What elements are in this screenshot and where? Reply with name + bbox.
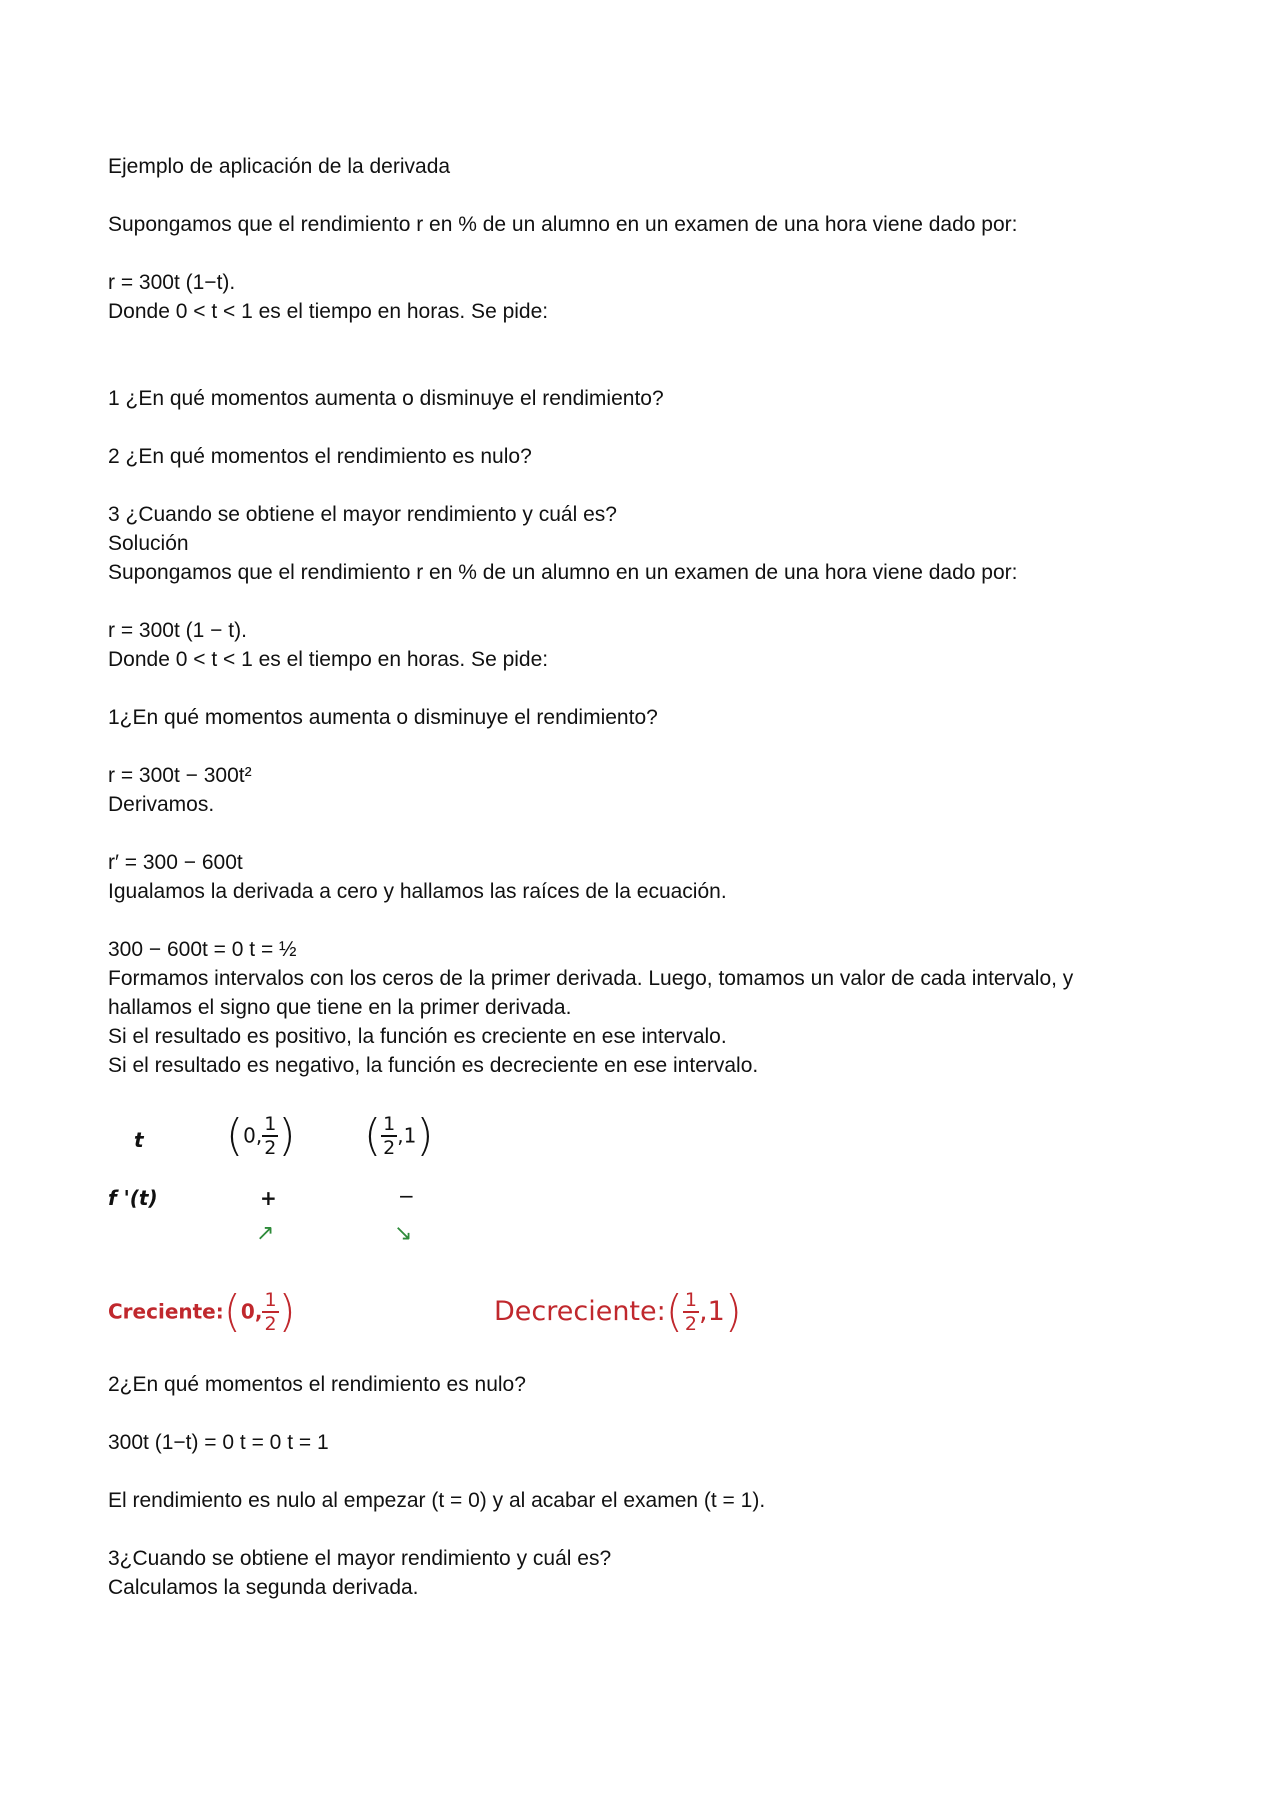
arrow-up-icon: ↗ xyxy=(256,1220,275,1245)
part1-derive: Derivamos. xyxy=(108,793,215,816)
question-2: 2 ¿En qué momentos el rendimiento es nulo? xyxy=(108,445,532,468)
intro-line: Supongamos que el rendimiento r en % de un alumno en un examen de una hora viene dado por: xyxy=(108,213,1018,236)
part1-root: 300 − 600t = 0 t = ½ xyxy=(108,938,297,961)
fraction-one-half: $\frac{1}{2}$ xyxy=(383,1112,396,1159)
part1-explain-2: hallamos el signo que tiene en la primer derivada. xyxy=(108,996,572,1019)
fraction-one-half: $\frac{1}{2}$ xyxy=(264,1112,277,1159)
part2-question: 2¿En qué momentos el rendimiento es nulo? xyxy=(108,1373,526,1396)
monotonic-results xyxy=(108,1280,1188,1370)
question-3: 3 ¿Cuando se obtiene el mayor rendimiento y cuál es? xyxy=(108,503,617,526)
part1-derivative: r′ = 300 − 600t xyxy=(108,851,243,874)
document-page xyxy=(108,152,1188,1602)
part2-conclusion: El rendimiento es nulo al empezar (t = 0) y al acabar el examen (t = 1). xyxy=(108,1489,766,1512)
part3-step: Calculamos la segunda derivada. xyxy=(108,1576,419,1599)
part1-equate: Igualamos la derivada a cero y hallamos las raíces de la ecuación. xyxy=(108,880,727,903)
fraction-one-half: $\frac{1}{2}$ xyxy=(684,1288,697,1335)
sign-table xyxy=(108,1100,1188,1280)
table-sign-positive: + xyxy=(260,1186,277,1210)
table-label-derivative: f '(t) xyxy=(108,1186,158,1210)
intro-domain: Donde 0 < t < 1 es el tiempo en horas. Se pide: xyxy=(108,300,549,323)
solution-intro-line: Supongamos que el rendimiento r en % de un alumno en un examen de una hora viene dado por: xyxy=(108,561,1018,584)
table-sign-negative: − xyxy=(398,1184,415,1208)
arrow-down-icon: ↘ xyxy=(394,1220,413,1245)
intro-formula: r = 300t (1−t). xyxy=(108,271,236,294)
document-title: Ejemplo de aplicación de la derivada xyxy=(108,155,451,178)
decreciente-result: Decreciente:( $\frac{1}{2}$ ,1) xyxy=(494,1286,742,1337)
solution-domain: Donde 0 < t < 1 es el tiempo en horas. Se pide: xyxy=(108,648,549,671)
question-1: 1 ¿En qué momentos aumenta o disminuye el rendimiento? xyxy=(108,387,664,410)
table-interval-1: (0, $\frac{1}{2}$ ) xyxy=(226,1110,296,1161)
part1-explain-4: Si el resultado es negativo, la función es decreciente en ese intervalo. xyxy=(108,1054,759,1077)
solution-formula: r = 300t (1 − t). xyxy=(108,619,247,642)
fraction-one-half: $\frac{1}{2}$ xyxy=(264,1288,277,1335)
part1-explain-3: Si el resultado es positivo, la función es creciente en ese intervalo. xyxy=(108,1025,727,1048)
table-label-t: t xyxy=(134,1128,144,1152)
part1-explain-1: Formamos intervalos con los ceros de la primer derivada. Luego, tomamos un valor de cada intervalo, y xyxy=(108,967,1074,990)
creciente-result: Creciente:(0, $\frac{1}{2}$ ) xyxy=(108,1286,296,1337)
table-interval-2: ( $\frac{1}{2}$ ,1) xyxy=(364,1110,434,1161)
part2-equation: 300t (1−t) = 0 t = 0 t = 1 xyxy=(108,1431,329,1454)
solution-heading: Solución xyxy=(108,532,189,555)
part1-expanded: r = 300t − 300t² xyxy=(108,764,252,787)
part3-question: 3¿Cuando se obtiene el mayor rendimiento y cuál es? xyxy=(108,1547,612,1570)
part1-question: 1¿En qué momentos aumenta o disminuye el rendimiento? xyxy=(108,706,658,729)
